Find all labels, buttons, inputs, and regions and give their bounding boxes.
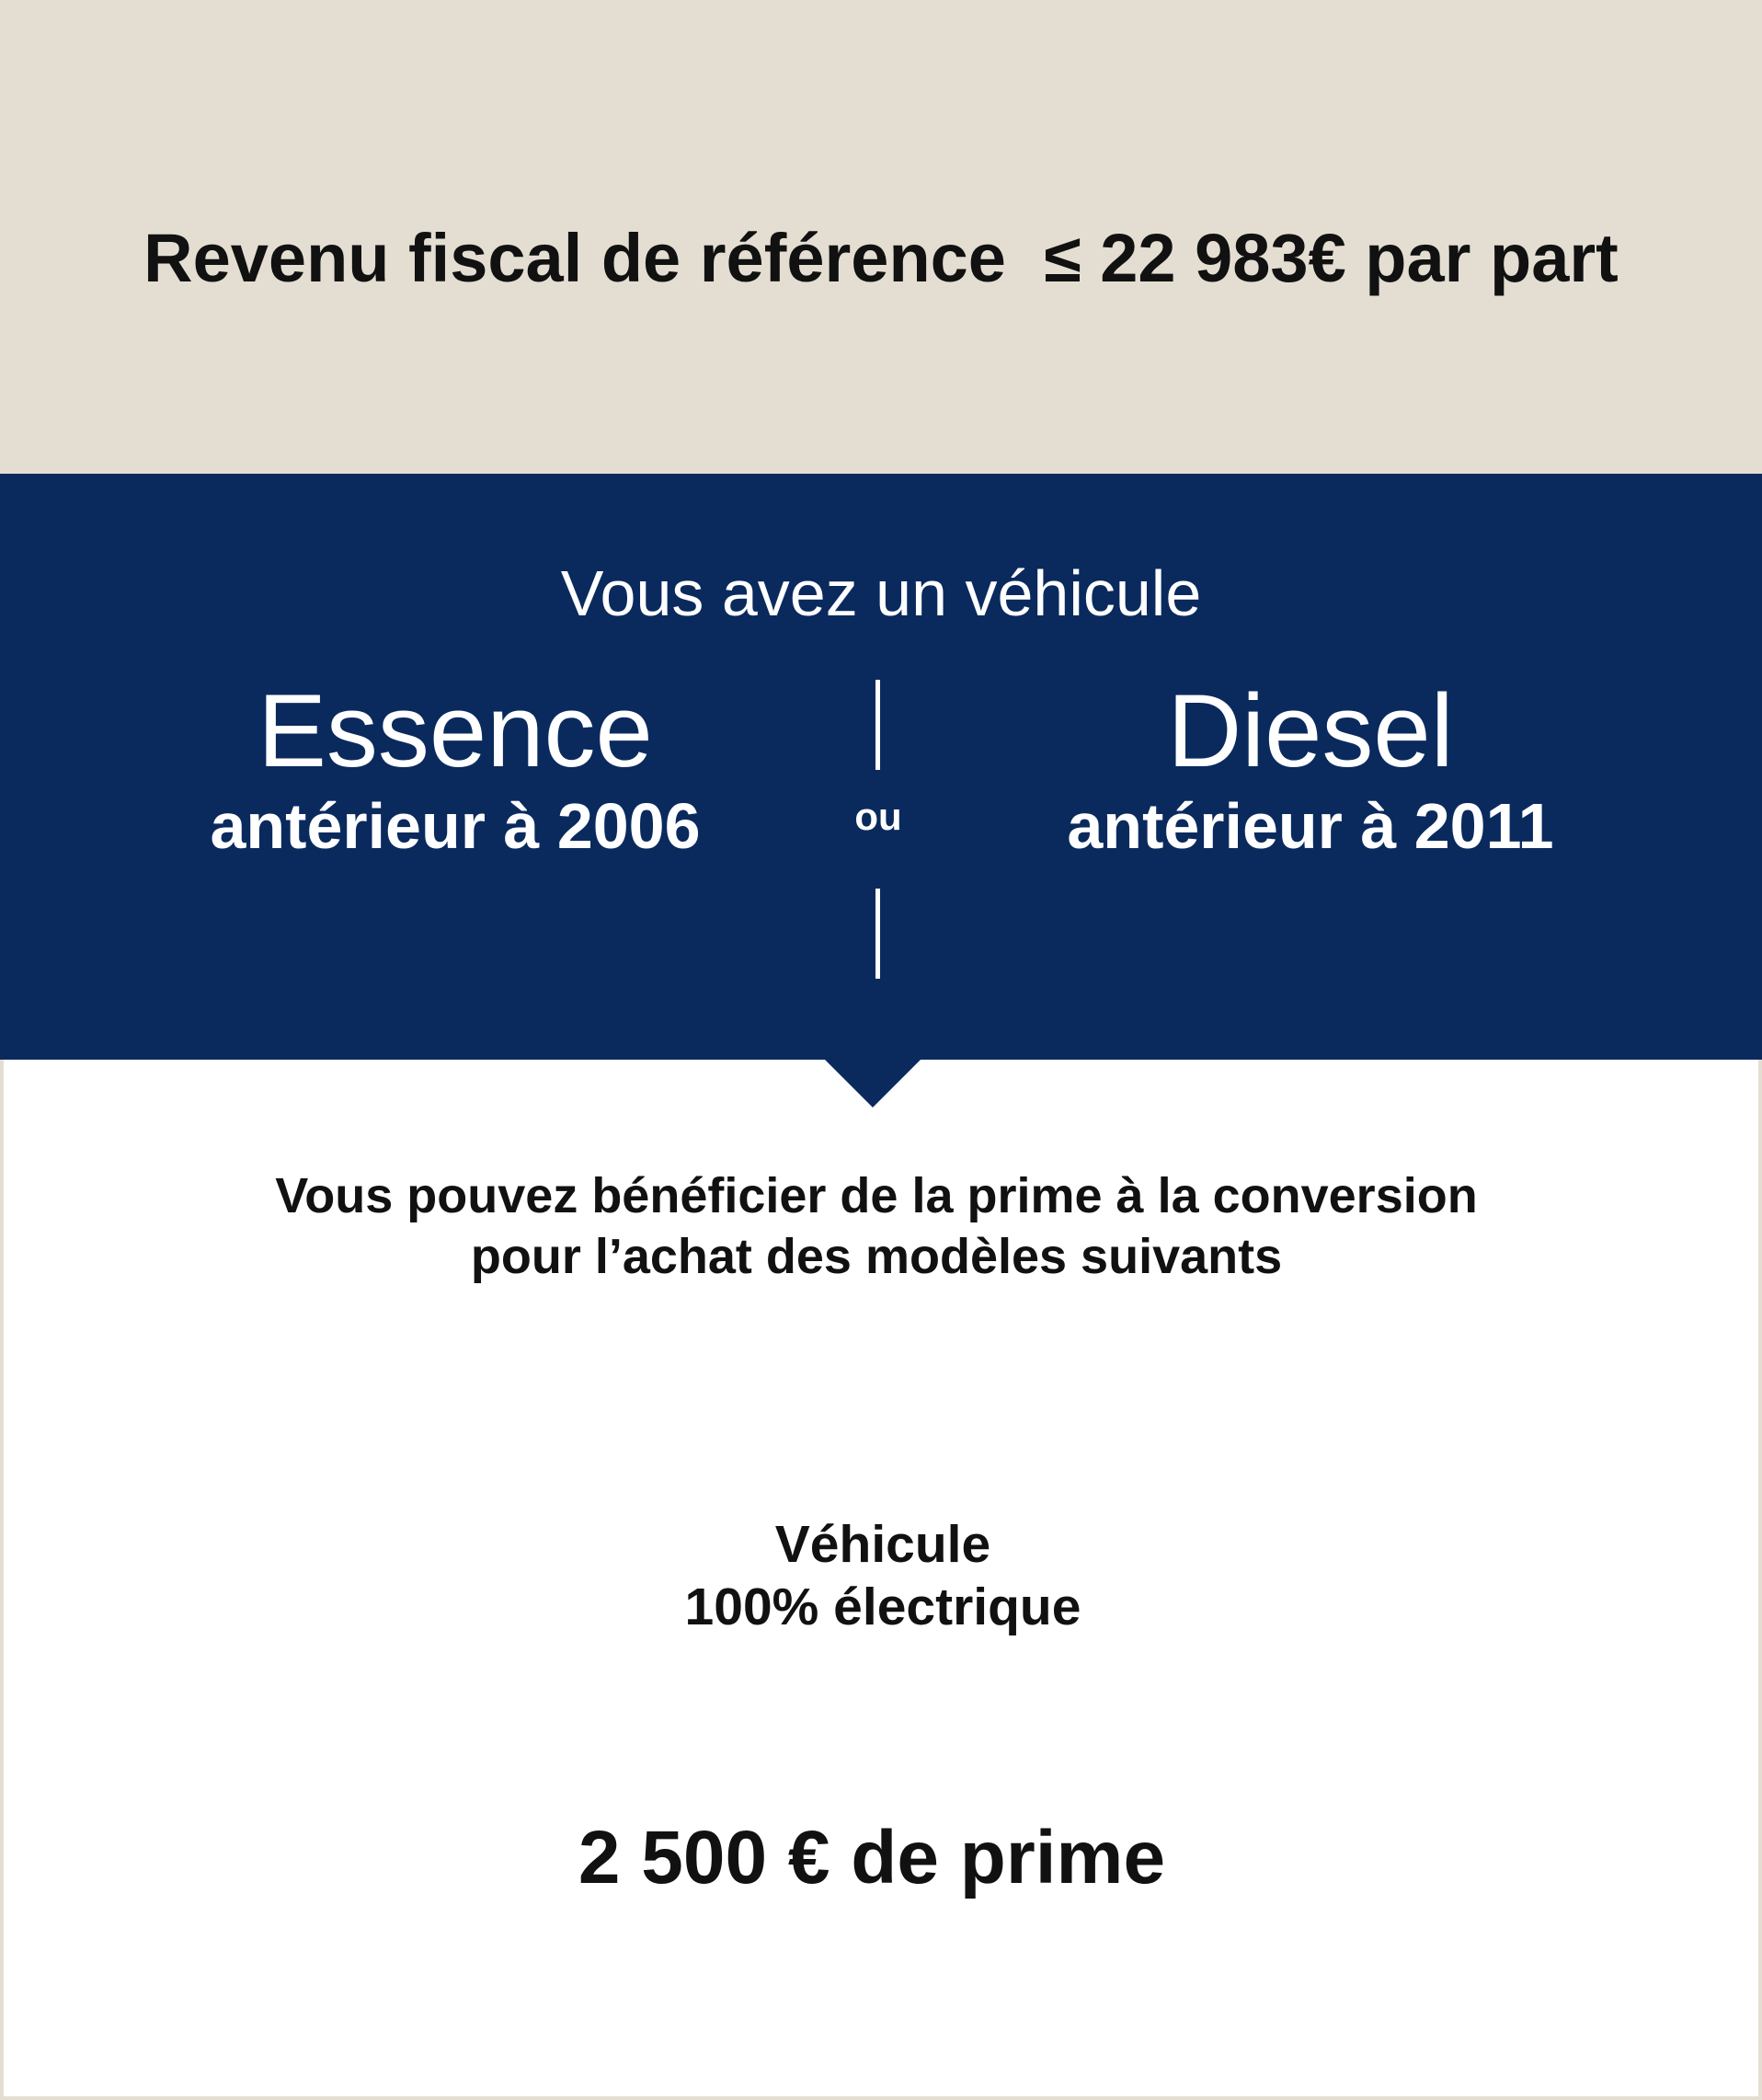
down-arrow-pointer <box>825 1060 921 1107</box>
prime-amount: 2 500 € de prime <box>578 1816 1166 1899</box>
model-line-2: 100% électrique <box>684 1578 1081 1636</box>
vehicle-banner <box>0 474 1762 1060</box>
divider-bottom <box>875 889 880 979</box>
model-name <box>0 1513 1762 1638</box>
or-label: ou <box>854 795 902 838</box>
benefit-line-2: pour l’achat des modèles suivants <box>470 1229 1283 1284</box>
benefit-text <box>0 1165 1753 1287</box>
income-condition: Revenu fiscal de référence ≤ 22 983€ par part <box>143 220 1619 296</box>
fuel-date: antérieur à 2006 <box>210 790 701 862</box>
vehicle-title: Vous avez un véhicule <box>560 557 1202 629</box>
fuel-date: antérieur à 2011 <box>1067 790 1554 862</box>
fuel-name: Essence <box>257 673 653 788</box>
income-banner <box>0 0 1762 474</box>
divider-top <box>875 680 880 770</box>
benefit-line-1: Vous pouvez bénéficier de la prime à la conversion <box>275 1168 1478 1223</box>
model-line-1: Véhicule <box>774 1515 991 1574</box>
fuel-name: Diesel <box>1167 673 1454 788</box>
